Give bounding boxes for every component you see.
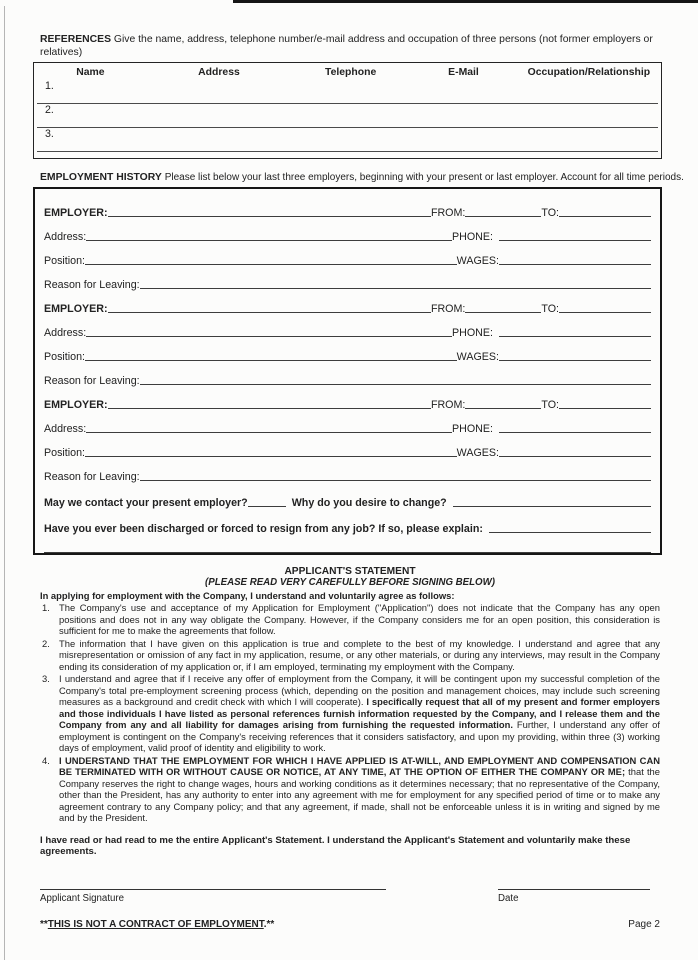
to-line (559, 215, 651, 217)
contract-note-text: THIS IS NOT A CONTRACT OF EMPLOYMENT (47, 918, 264, 930)
item-text-segment: The information that I have given on this application is true and complete to the best of my knowledge. I understand and agree that any misrepresentation or omission of any fact in my application, resume, or any other materials, or during any interviews, may result in the Company ending its consideration of my application or, if I am employed, terminating my employment with the Company. (59, 637, 660, 672)
column-header-name: Name (76, 66, 105, 78)
references-header-row (34, 64, 661, 80)
item-number: 3. (42, 673, 50, 684)
item-text-segment-bold: I specifically request that all of my present and former employers and those individuals I have listed as personal references furnish information requested by the Company, and I release them and the Company from any and all liability for damages arising from furnishing the requested information. (59, 696, 660, 730)
phone-label: PHONE: (452, 422, 493, 435)
from-label: FROM: (430, 302, 466, 315)
contact-employer-question-row (44, 483, 651, 509)
item-text (59, 638, 660, 673)
reason-row (44, 363, 651, 387)
employer-row (44, 387, 651, 411)
date-line (498, 888, 650, 890)
position-row (44, 339, 651, 363)
statement-subtitle: (PLEASE READ VERY CAREFULLY BEFORE SIGNING BELOW) (205, 577, 495, 588)
discharged-question: Have you ever been discharged or forced to resign from any job? If so, please explain: (44, 522, 483, 535)
address-row (44, 411, 651, 435)
reason-row (44, 459, 651, 483)
phone-label: PHONE: (452, 326, 493, 339)
item-number: 4. (42, 754, 50, 766)
wages-line (499, 263, 651, 265)
to-line (559, 407, 651, 409)
from-label: FROM: (430, 206, 466, 219)
contract-note (40, 919, 274, 930)
employer-block-2 (44, 291, 651, 387)
contact-employer-question: May we contact your present employer? (44, 496, 248, 509)
employer-block-1 (44, 195, 651, 291)
phone-line (499, 431, 651, 433)
position-line (85, 263, 457, 265)
signature-area (40, 888, 662, 904)
item-text (59, 755, 660, 824)
position-label: Position: (44, 446, 85, 459)
employer-row (44, 195, 651, 219)
page-footer (40, 919, 660, 930)
reason-label: Reason for Leaving: (44, 470, 140, 483)
discharged-answer-line (489, 531, 651, 533)
to-label: TO: (541, 206, 559, 219)
reason-row (44, 267, 651, 291)
employer-label: EMPLOYER: (44, 302, 108, 315)
address-line (86, 431, 452, 433)
wages-line (499, 455, 651, 457)
scan-artifact-top-strip (233, 0, 698, 3)
employer-label: EMPLOYER: (44, 206, 108, 219)
column-header-email: E-Mail (448, 66, 479, 78)
from-label: FROM: (430, 398, 466, 411)
date-label: Date (498, 892, 519, 904)
address-label: Address: (44, 422, 87, 435)
reference-row-1 (37, 80, 658, 104)
statement-item-2 (40, 638, 660, 673)
position-line (85, 359, 457, 361)
address-line (86, 335, 452, 337)
employer-block-3 (44, 387, 651, 483)
references-instructions-text: Give the name, address, telephone number/e-mail address and occupation of three persons (not former employers or relatives) (40, 34, 653, 58)
page-number: Page 2 (628, 918, 660, 930)
employer-line (108, 311, 431, 313)
contact-answer-line (248, 505, 286, 507)
phone-line (499, 335, 651, 337)
item-text-segment: I understand and agree that if I receive any offer of employment from the Company, it will be contingent upon my successful completion of the Company's total pre-employment screening process (which, depending on the position and management choices, may include such screening measures as a background and credit check with which I will cooperate). (59, 673, 660, 707)
item-text (59, 602, 660, 637)
statement-item-3 (40, 673, 660, 754)
item-number: 1. (42, 602, 50, 613)
position-line (85, 455, 457, 457)
scan-artifact-left-edge (4, 6, 5, 960)
explain-continuation-line (44, 552, 651, 553)
statement-closing: I have read or had read to me the entire Applicant's Statement. I understand the Applicant's Statement and voluntarily make these agreements. (40, 834, 631, 857)
phone-label: PHONE: (452, 230, 493, 243)
desire-change-question: Why do you desire to change? (291, 496, 447, 509)
signature-line (40, 888, 386, 890)
reason-line (140, 479, 651, 481)
item-text-segment-bold: I UNDERSTAND THAT THE EMPLOYMENT FOR WHICH I HAVE APPLIED IS AT-WILL, AND EMPLOYMENT AND COMPENSATION CAN BE TERMINATED WITH OR WITHOUT CAUSE OR NOTICE, AT ANY TIME, AT THE OPTION OF EITHER THE COMPANY OR ME; (59, 754, 660, 777)
from-line (465, 311, 541, 313)
address-row (44, 315, 651, 339)
wages-label: WAGES: (456, 254, 499, 267)
references-title: REFERENCES (40, 34, 112, 45)
position-row (44, 243, 651, 267)
address-label: Address: (44, 326, 87, 339)
applicant-signature-field (40, 888, 386, 904)
reason-line (140, 287, 651, 289)
references-table (33, 62, 662, 159)
wages-label: WAGES: (456, 446, 499, 459)
change-answer-line (453, 505, 651, 507)
reference-row-number: 2. (45, 104, 54, 116)
discharged-question-row (44, 509, 651, 535)
to-label: TO: (541, 302, 559, 315)
position-row (44, 435, 651, 459)
contract-note-suffix: .** (263, 918, 275, 930)
reason-line (140, 383, 651, 385)
position-label: Position: (44, 350, 85, 363)
address-label: Address: (44, 230, 87, 243)
statement-item-1 (40, 602, 660, 637)
reason-label: Reason for Leaving: (44, 278, 140, 291)
item-text-segment: The Company's use and acceptance of my Application for Employment ("Application") does not indicate that the Company has any open positions and does not in any way obligate the Company. However, if the Company considers me for an open position, this consideration is sufficient for me to make the agreements that follow. (59, 602, 660, 636)
phone-line (499, 239, 651, 241)
employment-history-heading (40, 172, 684, 185)
signature-label: Applicant Signature (40, 892, 125, 904)
reference-row-3 (37, 128, 658, 152)
wages-line (499, 359, 651, 361)
reference-row-number: 3. (45, 128, 54, 140)
employer-row (44, 291, 651, 315)
employment-history-box (33, 187, 662, 555)
column-header-address: Address (198, 66, 240, 78)
item-text-segment: that the Company reserves the right to change wages, hours and working conditions as it determines necessary; that no representative of the Company, other than the President, has any authority to enter into any agreement with me for employment for any specified period of time or to make any agreement contrary to any Company policy; and that any agreement, if made, shall not be enforceable unless it is in writing and signed by me and by the President. (59, 766, 660, 823)
address-line (86, 239, 452, 241)
reference-row-number: 1. (45, 80, 54, 92)
reason-label: Reason for Leaving: (44, 374, 140, 387)
address-row (44, 219, 651, 243)
applicant-statement-section (40, 566, 660, 858)
wages-label: WAGES: (456, 350, 499, 363)
employment-history-instructions: Please list below your last three employers, beginning with your present or last employer. Account for all time periods. (164, 172, 684, 183)
date-field (498, 888, 650, 904)
employer-line (108, 215, 431, 217)
column-header-telephone: Telephone (325, 66, 377, 78)
from-line (465, 215, 541, 217)
references-instructions (40, 34, 662, 59)
employer-line (108, 407, 431, 409)
employer-label: EMPLOYER: (44, 398, 108, 411)
item-number: 2. (42, 637, 50, 649)
statement-item-4 (40, 755, 660, 824)
from-line (465, 407, 541, 409)
statement-intro: In applying for employment with the Company, I understand and voluntarily agree as follows: (40, 589, 455, 601)
contract-note-prefix: ** (40, 918, 48, 930)
statement-title: APPLICANT'S STATEMENT (284, 565, 416, 577)
column-header-occupation: Occupation/Relationship (527, 66, 651, 78)
item-text-segment: Further, I understand any offer of employment is contingent on the Company's receiving references that it considers satisfactory, and upon my providing, within three (3) working days of employment, valid proof of identity and eligibility to work. (59, 719, 660, 753)
reference-row-2 (37, 104, 658, 128)
to-line (559, 311, 651, 313)
item-text (59, 673, 660, 754)
to-label: TO: (541, 398, 559, 411)
employment-history-title: EMPLOYMENT HISTORY (40, 172, 162, 183)
position-label: Position: (44, 254, 85, 267)
